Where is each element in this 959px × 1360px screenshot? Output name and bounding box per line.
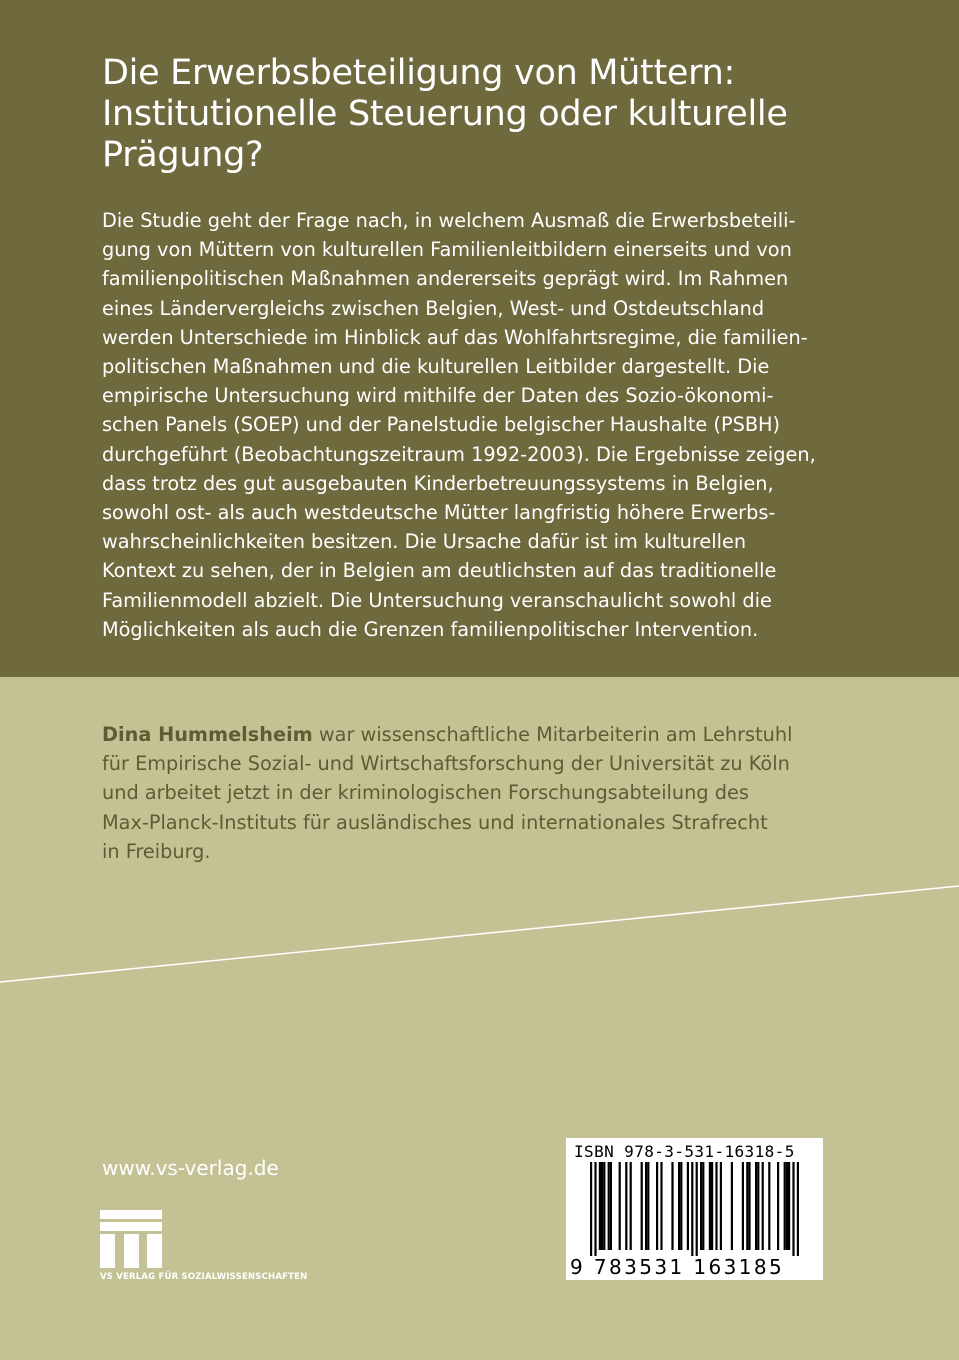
barcode-bar [599, 1162, 601, 1250]
barcode-bar [680, 1162, 682, 1250]
author-bio [102, 720, 942, 866]
barcode-bar [720, 1162, 722, 1250]
abstract-line: empirische Untersuchung wird mithilfe der Daten des Sozio-ökonomi- [102, 384, 774, 408]
diagonal-divider-line [0, 880, 959, 990]
bio-line-1-rest: war wissenschaftliche Mitarbeiterin am Lehrstuhl [312, 723, 793, 746]
abstract-line: schen Panels (SOEP) und der Panelstudie belgischer Haushalte (PSBH) [102, 413, 781, 437]
title-line-3: Prägung? [102, 135, 264, 175]
title-line-2: Institutionelle Steuerung oder kulturelle [102, 94, 788, 134]
publisher-logo-icon [100, 1210, 162, 1268]
barcode-bar [748, 1162, 750, 1250]
barcode-bar [619, 1162, 621, 1250]
barcode-bar [797, 1162, 799, 1256]
barcode-bar [700, 1162, 702, 1250]
barcode-bar [594, 1162, 596, 1256]
abstract-line: eines Ländervergleichs zwischen Belgien, West- und Ostdeutschland [102, 296, 765, 320]
abstract-line: Familienmodell abzielt. Die Untersuchung veranschaulicht sowohl die [102, 588, 772, 612]
abstract-line: politischen Maßnahmen und die kulturellen Leitbilder dargestellt. Die [102, 355, 770, 379]
barcode-bar [603, 1162, 605, 1250]
abstract-line: sowohl ost- als auch westdeutsche Mütter langfristig höhere Erwerbs- [102, 501, 776, 525]
barcode-bar [746, 1162, 748, 1250]
barcode-bar [671, 1162, 673, 1250]
abstract-line: Möglichkeiten als auch die Grenzen familienpolitischer Intervention. [102, 617, 759, 641]
barcode-bar [678, 1162, 680, 1250]
barcode-bar [786, 1162, 788, 1250]
barcode-bar [788, 1162, 790, 1250]
abstract-line: dass trotz des gut ausgebauten Kinderbetreuungssystems in Belgien, [102, 471, 774, 495]
barcode-bar [630, 1162, 632, 1250]
barcode-bar [656, 1162, 658, 1250]
barcode-bar [601, 1162, 603, 1250]
barcode-bar [762, 1162, 764, 1250]
isbn-barcode [566, 1138, 823, 1280]
abstract-line: Kontext zu sehen, der in Belgien am deutlichsten auf das traditionelle [102, 559, 777, 583]
barcode-bar [711, 1162, 713, 1250]
barcode-bar [702, 1162, 704, 1250]
barcode-bar [709, 1162, 711, 1250]
barcode-bar [610, 1162, 612, 1250]
barcode-bar [768, 1162, 770, 1250]
title-line-1: Die Erwerbsbeteiligung von Müttern: [102, 53, 735, 93]
book-title [102, 53, 932, 176]
bio-line: in Freiburg. [102, 839, 211, 863]
abstract-text [102, 206, 942, 644]
abstract-line: Die Studie geht der Frage nach, in welchem Ausmaß die Erwerbsbeteili- [102, 209, 796, 232]
barcode-bar [784, 1162, 786, 1250]
publisher-url[interactable]: www.vs-verlag.de [102, 1156, 279, 1180]
barcode-bar [641, 1162, 643, 1250]
bio-line: und arbeitet jetzt in der kriminologischen Forschungsabteilung des [102, 781, 749, 805]
barcode-bar [755, 1162, 757, 1250]
barcode-bar [742, 1162, 744, 1250]
abstract-line: wahrscheinlichkeiten besitzen. Die Ursache dafür ist im kulturellen [102, 530, 747, 554]
barcode-bar [645, 1162, 647, 1250]
barcode-bar [660, 1162, 662, 1250]
bio-line: für Empirische Sozial- und Wirtschaftsforschung der Universität zu Köln [102, 752, 790, 776]
barcode-bars [566, 1162, 823, 1256]
barcode-bar [647, 1162, 649, 1250]
bio-line [102, 720, 942, 749]
barcode-bar [715, 1162, 717, 1250]
barcode-bar [757, 1162, 759, 1250]
barcode-bar [608, 1162, 610, 1250]
barcode-bar [731, 1162, 733, 1250]
barcode-bar [777, 1162, 779, 1250]
barcode-bar [590, 1162, 592, 1256]
barcode-bar [696, 1162, 698, 1256]
barcode-bar [625, 1162, 627, 1250]
abstract-line: durchgeführt (Beobachtungszeitraum 1992-2003). Die Ergebnisse zeigen, [102, 442, 816, 466]
abstract-line: familienpolitischen Maßnahmen andererseits geprägt wird. Im Rahmen [102, 267, 789, 291]
barcode-bar [691, 1162, 693, 1256]
abstract-line: gung von Müttern von kulturellen Familienleitbildern einerseits und von [102, 238, 792, 262]
bio-line: Max-Planck-Instituts für ausländisches und internationales Strafrecht [102, 810, 768, 834]
barcode-bar [687, 1162, 689, 1250]
barcode-bar [792, 1162, 794, 1256]
isbn-label: ISBN 978-3-531-16318-5 [574, 1142, 795, 1161]
author-name: Dina Hummelsheim [102, 723, 313, 746]
ean-digits: 9 783531 163185 [570, 1255, 785, 1279]
abstract-line: werden Unterschiede im Hinblick auf das Wohlfahrtsregime, die familien- [102, 325, 808, 349]
publisher-logo-text: VS VERLAG FÜR SOZIALWISSENSCHAFTEN [100, 1272, 308, 1282]
